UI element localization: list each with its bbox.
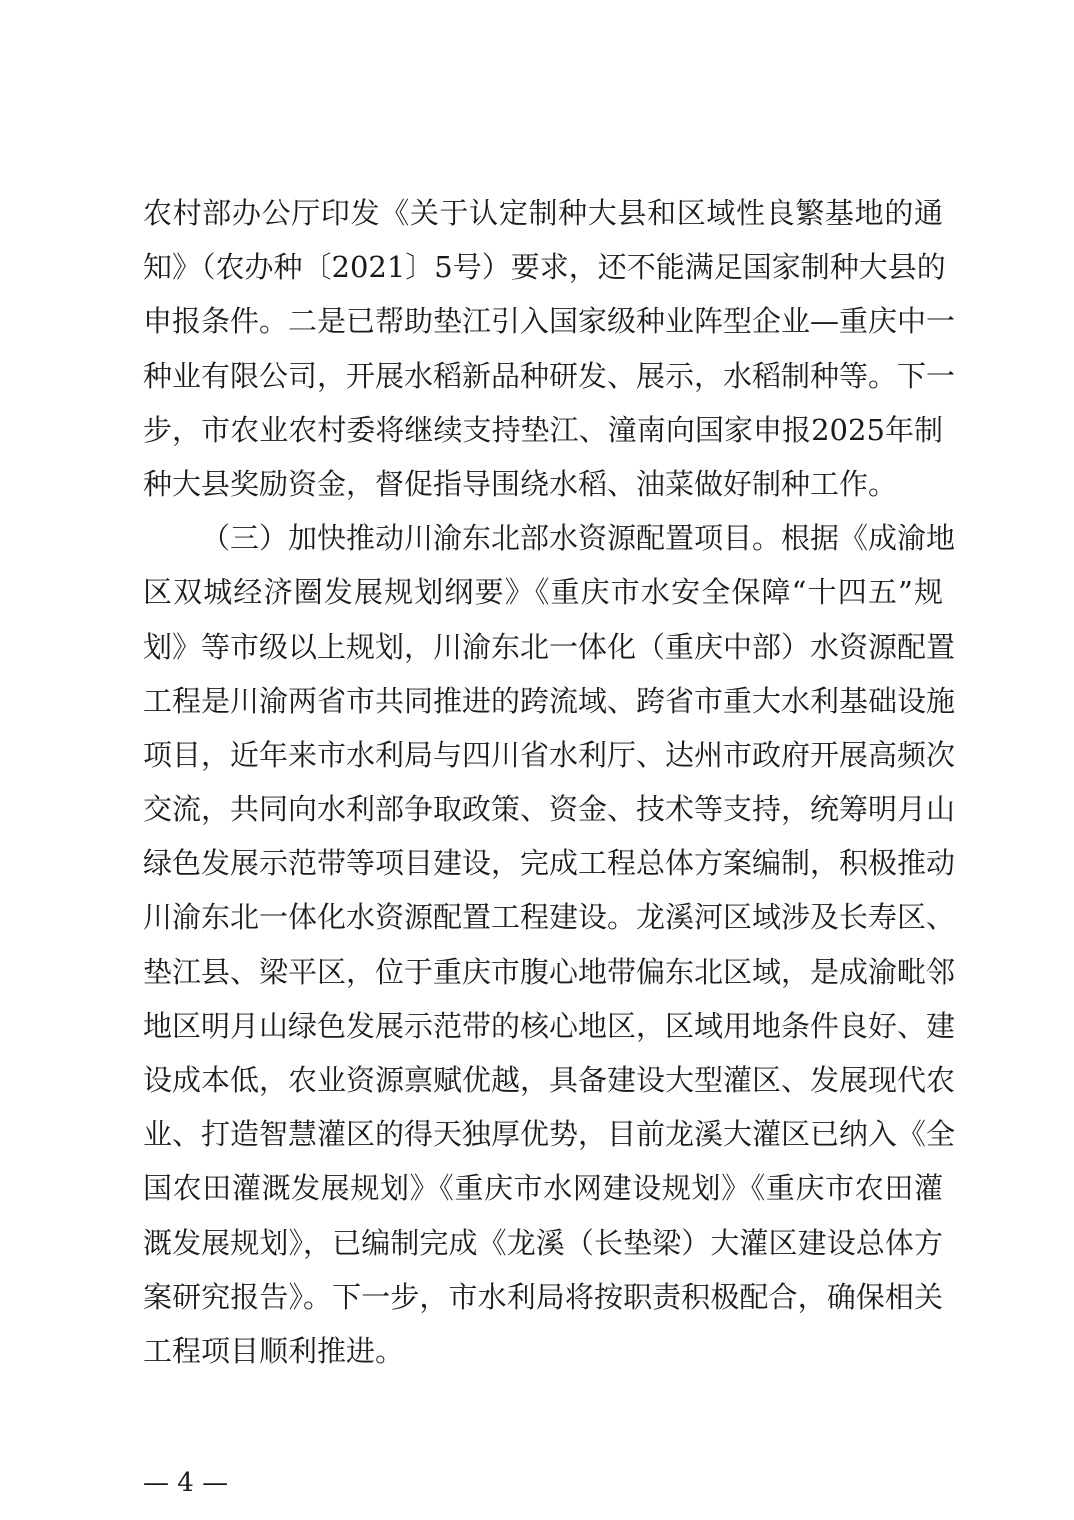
text-line: 川渝东北一体化水资源配置工程建设。龙溪河区域涉及长寿区、 <box>143 900 956 935</box>
text-line: 工程项目顺利推进。 <box>143 1333 405 1368</box>
text-line: 划》等市级以上规划，川渝东北一体化（重庆中部）水资源配置 <box>143 629 956 664</box>
text-line: 垫江县、梁平区，位于重庆市腹心地带偏东北区域，是成渝毗邻 <box>143 954 956 989</box>
body-text <box>143 186 956 1378</box>
text-line: 知》（农办种〔2021〕5号）要求，还不能满足国家制种大县的 <box>143 250 946 285</box>
text-line: 种业有限公司，开展水稻新品种研发、展示，水稻制种等。下一 <box>143 358 956 393</box>
section-3-first-line-rest: 根据《成渝地 <box>781 521 956 556</box>
text-line: 地区明月山绿色发展示范带的核心地区，区域用地条件良好、建 <box>143 1008 956 1043</box>
text-line: 国农田灌溉发展规划》《重庆市水网建设规划》《重庆市农田灌 <box>143 1171 943 1206</box>
text-line: 设成本低，农业资源禀赋优越，具备建设大型灌区、发展现代农 <box>143 1063 956 1097</box>
section-3-first-line <box>143 511 956 565</box>
text-line: 工程是川渝两省市共同推进的跨流域、跨省市重大水利基础设施 <box>143 683 956 718</box>
text-line: 步，市农业农村委将继续支持垫江、潼南向国家申报2025年制 <box>143 412 943 447</box>
text-line: 项目，近年来市水利局与四川省水利厅、达州市政府开展高频次 <box>143 737 956 772</box>
section-3-heading: （三）加快推动川渝东北部水资源配置项目。 <box>201 521 782 556</box>
text-line: 交流，共同向水利部争取政策、资金、技术等支持，统筹明月山 <box>143 792 956 827</box>
text-line: 业、打造智慧灌区的得天独厚优势，目前龙溪大灌区已纳入《全 <box>143 1117 956 1152</box>
text-line: 申报条件。二是已帮助垫江引入国家级种业阵型企业—重庆中一 <box>143 304 956 339</box>
text-line: 农村部办公厅印发《关于认定制种大县和区域性良繁基地的通 <box>143 196 943 230</box>
text-line: 溉发展规划》，已编制完成《龙溪（长垫梁）大灌区建设总体方 <box>143 1225 943 1260</box>
text-line: 绿色发展示范带等项目建设，完成工程总体方案编制，积极推动 <box>143 846 956 881</box>
text-line: 区双城经济圈发展规划纲要》《重庆市水安全保障“十四五”规 <box>143 575 943 610</box>
page-number: — 4 — <box>143 1468 229 1498</box>
text-line: 案研究报告》。下一步，市水利局将按职责积极配合，确保相关 <box>143 1279 943 1314</box>
text-line: 种大县奖励资金，督促指导围绕水稻、油菜做好制种工作。 <box>143 466 898 501</box>
